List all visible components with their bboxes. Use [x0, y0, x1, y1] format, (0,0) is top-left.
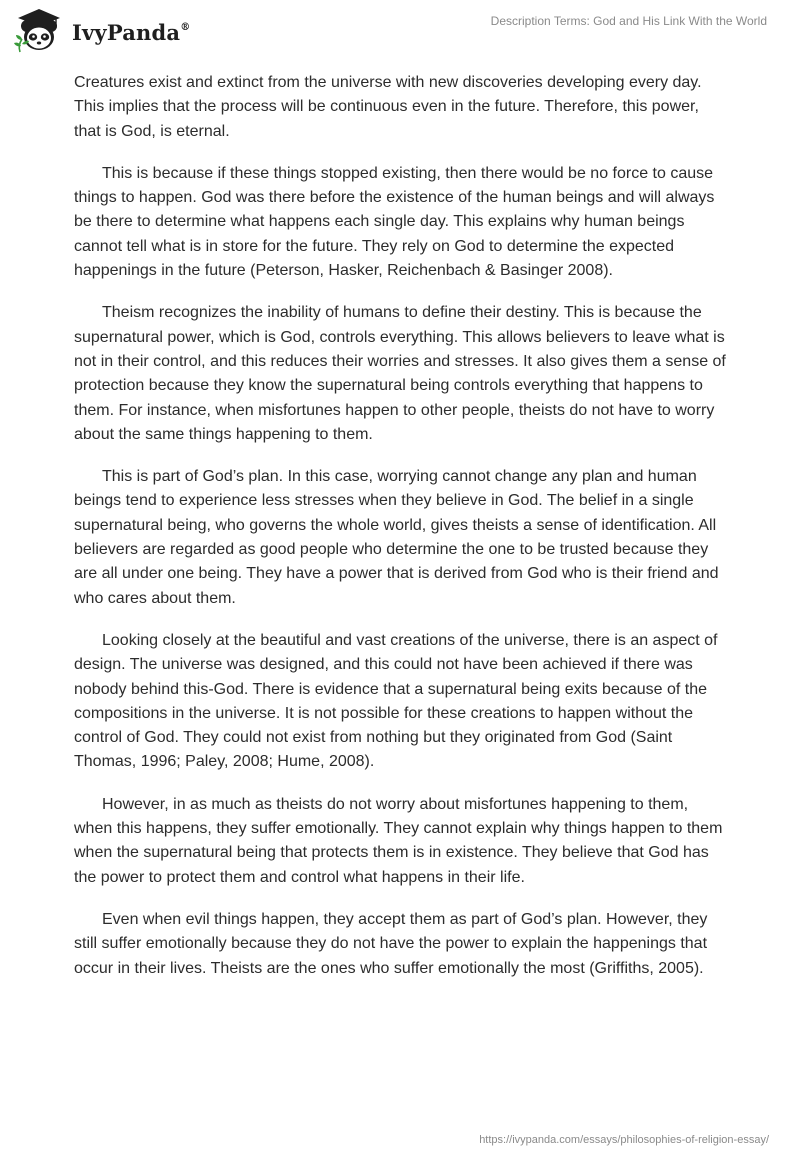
paragraph: Even when evil things happen, they accept them as part of God’s plan. However, they still suffer emotionally because they do not have the power to explain the happenings that occur in their lives. Theists are the ones who suffer emotionally the most (Griffiths, 2005).: [74, 910, 708, 977]
essay-body: [74, 71, 726, 999]
document-title: Description Terms: God and His Link With the World: [490, 14, 767, 28]
ivypanda-logo[interactable]: [14, 6, 190, 54]
paragraph: This is because if these things stopped existing, then there would be no force to cause things to happen. God was there before the existence of the human beings and will always be there to determine what happens each single day. This explains why human beings cannot tell what is in store for the future. They rely on God to determine the expected happenings in the future (Peterson, Hasker, Reichenbach & Basinger 2008).: [74, 164, 715, 280]
paragraph: Looking closely at the beautiful and vast creations of the universe, there is an aspect of design. The universe was designed, and this could not have been achieved if there was nobody behind this-God. There is evidence that a supernatural being exits because of the compositions in the universe. It is not possible for these creations to happen without the control of God. They could not exist from nothing but they originated from God (Saint Thomas, 1996; Paley, 2008; Hume, 2008).: [74, 631, 718, 771]
brand-name-text: IvyPanda: [72, 19, 181, 45]
panda-graduation-cap-icon: [14, 6, 68, 54]
paragraph: However, in as much as theists do not worry about misfortunes happening to them, when this happens, they suffer emotionally. They cannot explain why things happen to them when the supernatural being that protects them is in existence. They believe that God has the power to protect them and control what happens in their life.: [74, 795, 723, 886]
paragraph: Creatures exist and extinct from the universe with new discoveries developing every day. This implies that the process will be continuous even in the future. Therefore, this power, that is God, is eternal.: [74, 74, 702, 140]
paragraph: This is part of God’s plan. In this case, worrying cannot change any plan and human beings tend to experience less stresses when they believe in God. The belief in a single supernatural being, who governs the whole world, gives theists a sense of identification. All believers are regarded as good people who determine the one to be trusted because they are all under one being. They have a power that is derived from God who is their friend and who cares about them.: [74, 468, 719, 607]
source-url[interactable]: https://ivypanda.com/essays/philosophies-of-religion-essay/: [479, 1134, 769, 1146]
paragraph: Theism recognizes the inability of humans to define their destiny. This is because the supernatural power, which is God, controls everything. This allows believers to leave what is not in their control, and this reduces their worries and stresses. It also gives them a sense of protection because they know the supernatural being controls everything that happens to them. For instance, when misfortunes happen to other people, theists do not have to worry about the same things happening to them.: [74, 304, 726, 443]
registered-mark: ®: [180, 21, 191, 33]
page-header: [0, 0, 800, 70]
brand-name: [72, 20, 190, 45]
